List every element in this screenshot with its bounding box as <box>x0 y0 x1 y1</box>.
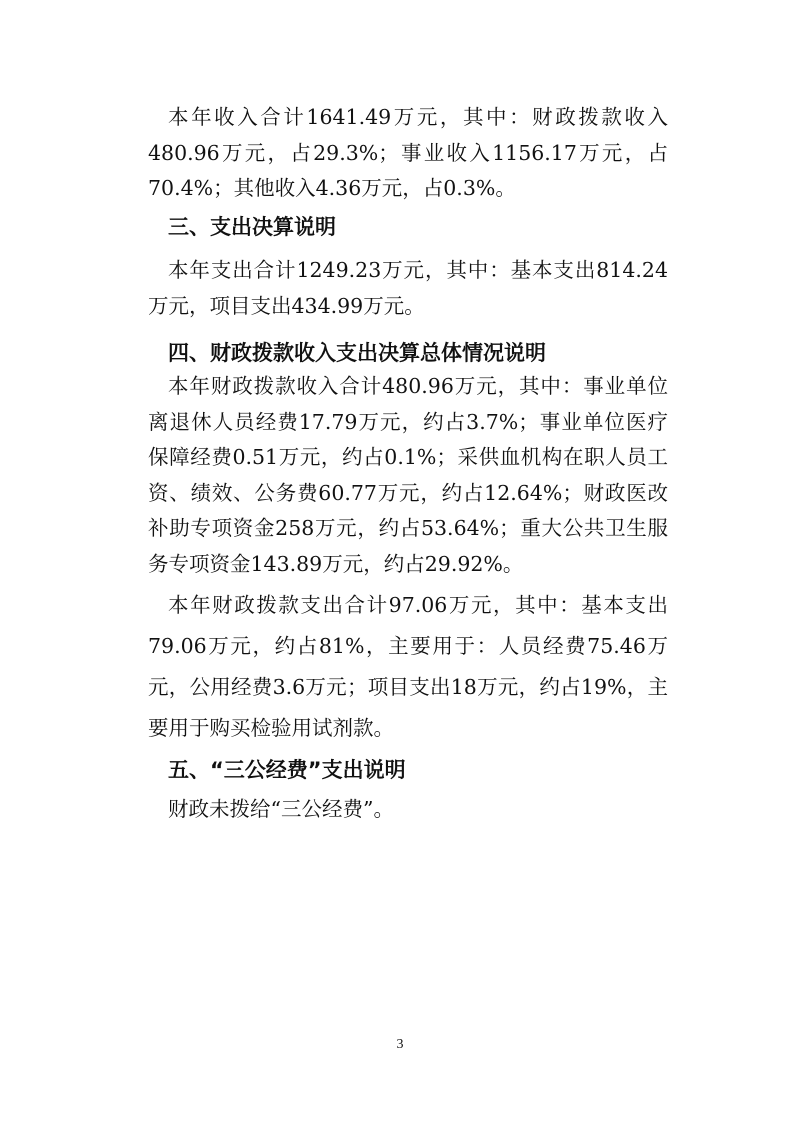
fiscal-expenditure-paragraph: 本年财政拨款支出合计97.06万元，其中：基本支出79.06万元，约占81%，主要用于：人员经费75.46万元，公用经费3.6万元；项目支出18万元，约占19%，主要用于购买检验用试剂款。 <box>148 593 668 740</box>
page-number: 3 <box>396 1037 404 1052</box>
section-heading-three-public: 五、“三公经费”支出说明 <box>168 758 406 782</box>
fiscal-income-paragraph: 本年财政拨款收入合计480.96万元，其中：事业单位离退休人员经费17.79万元，约占3.7%；事业单位医疗保障经费0.51万元，约占0.1%；采供血机构在职人员工资、绩效、公务费60.77万元，约占12.64%；财政医改补助专项资金258万元，约占53.64%；重大公共卫生服务专项资金143.89万元，约占29.92%。 <box>148 374 668 576</box>
expenditure-paragraph: 本年支出合计1249.23万元，其中：基本支出814.24万元，项目支出434.99万元。 <box>148 258 668 318</box>
income-paragraph: 本年收入合计1641.49万元，其中：财政拨款收入480.96万元，占29.3%；事业收入1156.17万元，占70.4%；其他收入4.36万元，占0.3%。 <box>148 105 668 200</box>
section-heading-expenditure: 三、支出决算说明 <box>168 215 336 239</box>
three-public-paragraph: 财政未拨给“三公经费”。 <box>168 797 394 821</box>
section-heading-fiscal-overview: 四、财政拨款收入支出决算总体情况说明 <box>168 341 546 365</box>
